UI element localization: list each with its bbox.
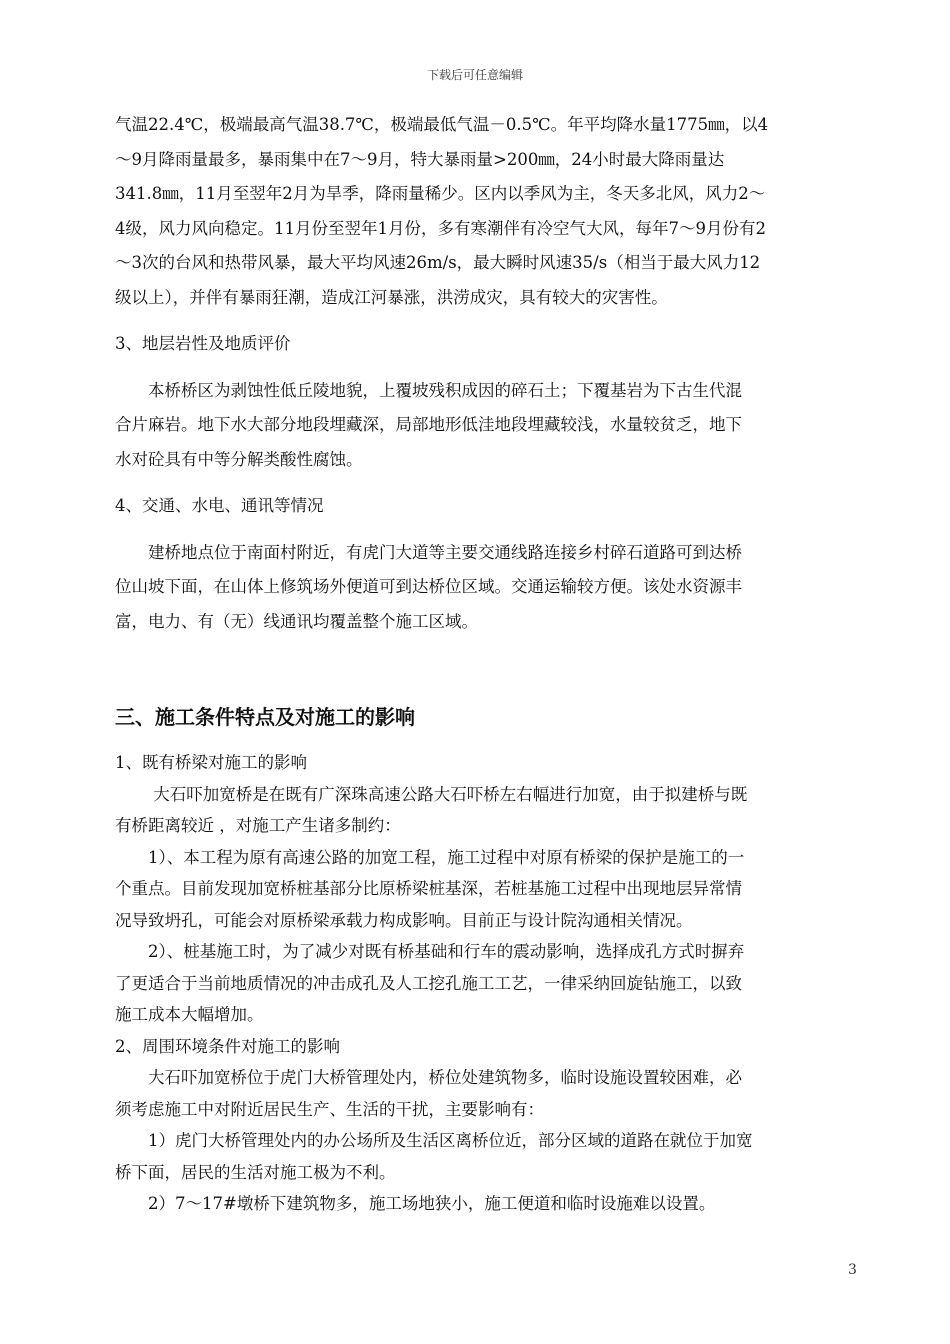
text-line: 施工成本大幅增加。 — [115, 1005, 264, 1024]
page-header: 下载后可任意编辑 — [426, 68, 523, 82]
subsection-heading: 1、既有桥梁对施工的影响 — [115, 753, 307, 772]
text-line: 气温22.4℃，极端最高气温38.7℃，极端最低气温－0.5℃。年平均降水量1775㎜，以4 — [115, 115, 769, 134]
text-line: ～3次的台风和热带风暴，最大平均风速26m/s，最大瞬时风速35/s（相当于最大风力12 — [115, 253, 761, 272]
text-line: 须考虑施工中对附近居民生产、生活的干扰，主要影响有： — [115, 1099, 544, 1119]
text-line: 合片麻岩。地下水大部分地段埋藏深，局部地形低洼地段埋藏较浅，水量较贫乏，地下 — [115, 415, 742, 434]
text-line: 2）7～17#墩桥下建筑物多，施工场地狭小，施工便道和临时设施难以设置。 — [115, 1194, 716, 1213]
text-line: 1）、本工程为原有高速公路的加宽工程，施工过程中对原有桥梁的保护是施工的一 — [115, 847, 745, 867]
geology-heading: 3、地层岩性及地质评价 — [115, 334, 291, 353]
text-line: 2）、桩基施工时，为了减少对既有桥基础和行车的震动影响，选择成孔方式时摒弃 — [115, 942, 745, 961]
text-line: 个重点。目前发现加宽桥桩基部分比原桥梁桩基深，若桩基施工过程中出现地层异常情 — [115, 879, 742, 898]
text-line: ～9月降雨量最多，暴雨集中在7～9月，特大暴雨量>200㎜，24小时最大降雨量达 — [115, 149, 725, 169]
section-3-body — [115, 747, 845, 1220]
text-line: 富，电力、有（无）线通讯均覆盖整个施工区域。 — [115, 611, 478, 631]
page-number: 3 — [848, 1262, 857, 1278]
text-line: 1）虎门大桥管理处内的办公场所及生活区离桥位近，部分区域的道路在就位于加宽 — [115, 1131, 753, 1150]
text-line: 大石吓加宽桥是在既有广深珠高速公路大石吓桥左右幅进行加宽，由于拟建桥与既 — [115, 784, 748, 804]
text-line: 大石吓加宽桥位于虎门大桥管理处内，桥位处建筑物多，临时设施设置较困难，必 — [115, 1068, 742, 1087]
text-line: 水对砼具有中等分解类酸性腐蚀。 — [115, 449, 363, 469]
text-line: 341.8㎜，11月至翌年2月为旱季，降雨量稀少。区内以季风为主，冬天多北风，风力2～ — [115, 184, 766, 203]
page-content — [115, 108, 845, 1220]
subsection-heading: 2、周围环境条件对施工的影响 — [115, 1036, 340, 1056]
traffic-heading: 4、交通、水电、通讯等情况 — [115, 496, 324, 515]
text-line: 级以上），并伴有暴雨狂潮，造成江河暴涨，洪涝成灾，具有较大的灾害性。 — [115, 287, 668, 307]
text-line: 况导致坍孔，可能会对原桥梁承载力构成影响。目前正与设计院沟通相关情况。 — [115, 910, 693, 930]
text-line: 建桥地点位于南面村附近，有虎门大道等主要交通线路连接乡村碎石道路可到达桥 — [115, 542, 742, 562]
geology-paragraph — [115, 374, 845, 478]
text-line: 有桥距离较近 ，对施工产生诸多制约： — [115, 816, 401, 835]
traffic-paragraph — [115, 536, 845, 640]
text-line: 桥下面，居民的生活对施工极为不利。 — [115, 1162, 396, 1182]
text-line: 位山坡下面，在山体上修筑场外便道可到达桥位区域。交通运输较方便。该处水资源丰 — [115, 577, 742, 596]
text-line: 本桥桥区为剥蚀性低丘陵地貌，上覆坡残积成因的碎石土；下覆基岩为下古生代混 — [115, 380, 742, 400]
section-title: 三、施工条件特点及对施工的影响 — [115, 705, 415, 729]
text-line: 4级，风力风向稳定。11月份至翌年1月份，多有寒潮伴有冷空气大风，每年7～9月份有2 — [115, 218, 766, 238]
text-line: 了更适合于当前地质情况的冲击成孔及人工挖孔施工工艺，一律采纳回旋钻施工，以致 — [115, 973, 742, 993]
climate-paragraph — [115, 108, 845, 315]
